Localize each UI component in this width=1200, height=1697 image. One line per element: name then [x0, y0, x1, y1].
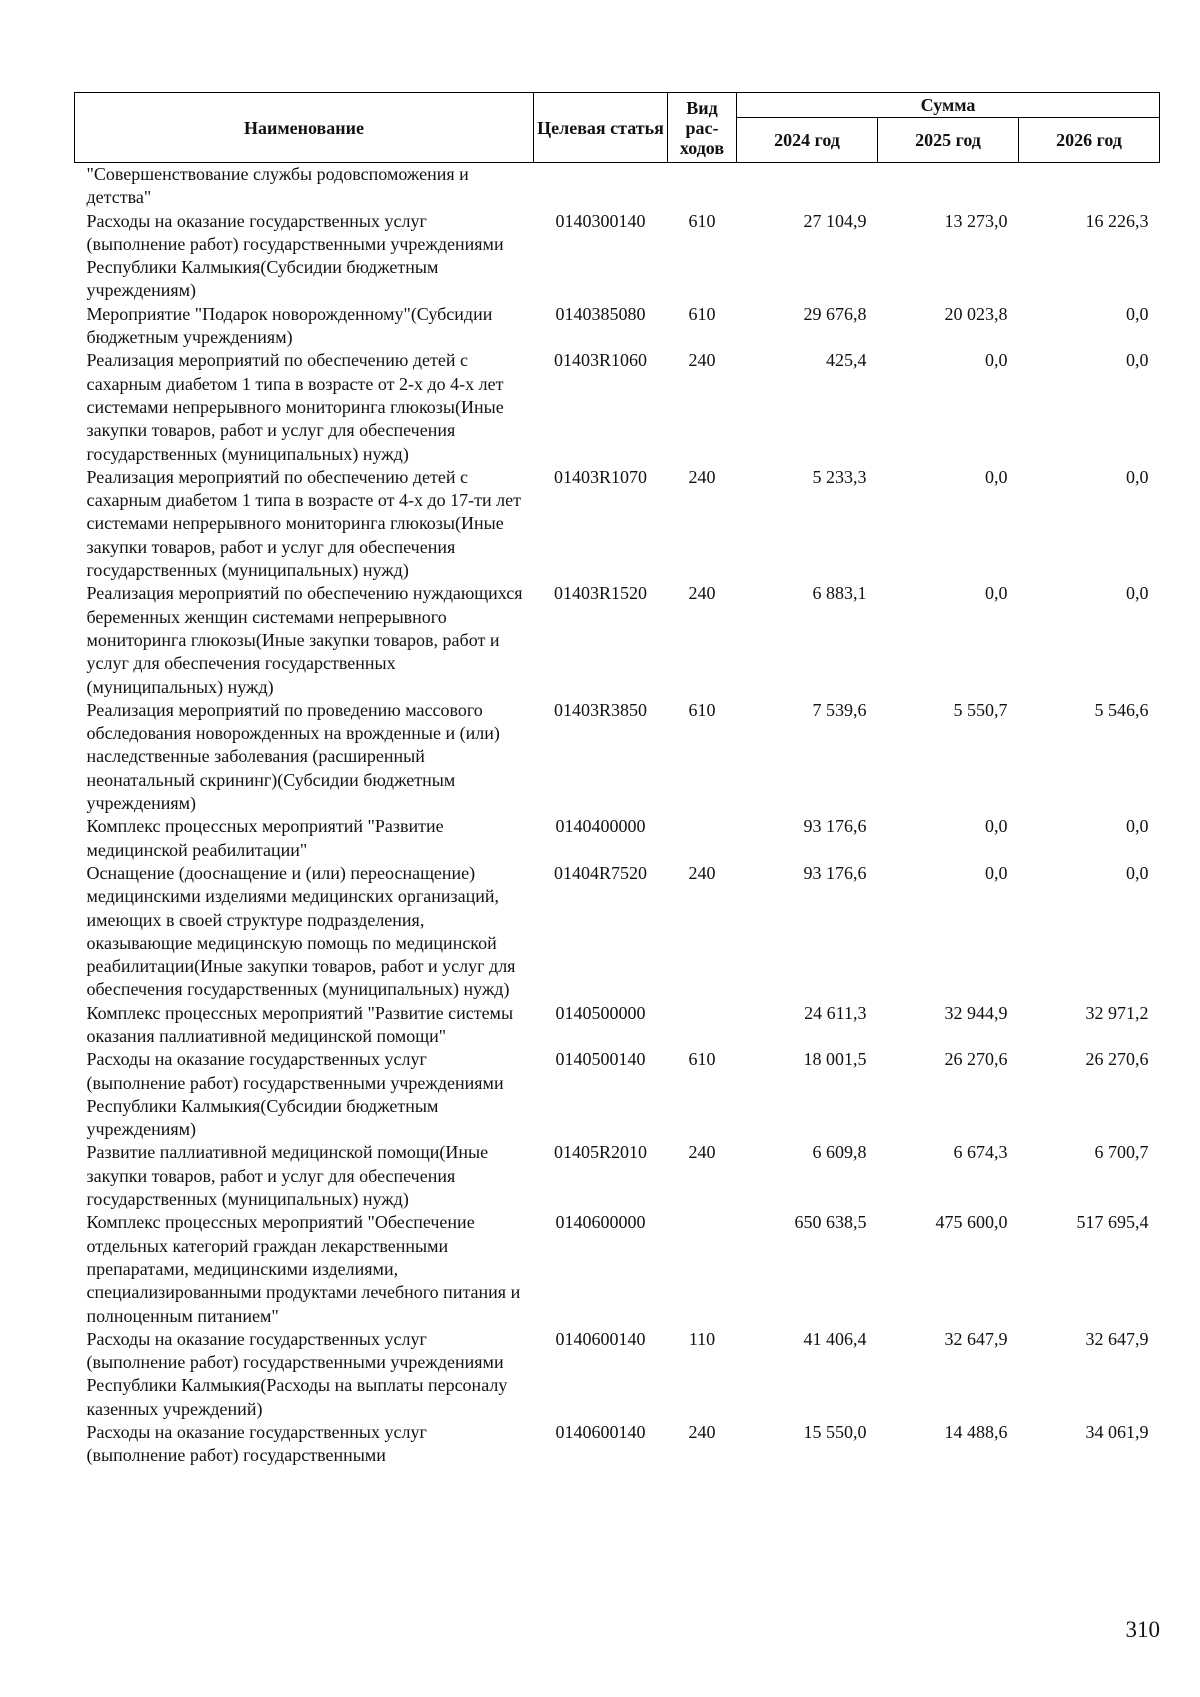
row-2024: 6 883,1 [812, 583, 867, 604]
row-name: Оснащение (дооснащение и (или) переоснащение) медицинскими изделиями медицинских организаций, имеющих в своей структуре подразделения, оказывающие медицинскую помощь по медицинской реабилитации(Иные закупки товаров, работ и услуг для обеспечения государственных (муниципальных) нужд) [86, 862, 516, 1000]
budget-table [74, 92, 1160, 1468]
row-code: 01404R7520 [553, 862, 647, 883]
row-vid: 610 [688, 699, 716, 720]
row-code: 01403R1520 [553, 583, 647, 604]
row-name: Реализация мероприятий по проведению массового обследования новорожденных на врожденные и (или) наследственные заболевания (расширенный неонатальный скрининг)(Субсидии бюджетным учреждениям) [86, 699, 500, 814]
row-name: Расходы на оказание государственных услуг (выполнение работ) государственными [86, 1422, 427, 1466]
row-2025: 32 647,9 [944, 1328, 1008, 1349]
row-vid: 610 [688, 1049, 716, 1070]
row-2025: 14 488,6 [944, 1422, 1008, 1443]
header-year-2026: 2026 год [1019, 118, 1160, 163]
row-2024: 24 611,3 [804, 1002, 867, 1023]
table-row [75, 699, 1160, 815]
table-row [75, 1328, 1160, 1421]
row-code: 0140500140 [555, 1049, 646, 1070]
row-code: 0140400000 [555, 816, 646, 837]
row-2026: 6 700,7 [1094, 1142, 1149, 1163]
row-code: 0140385080 [555, 303, 646, 324]
row-name: Мероприятие "Подарок новорожденному"(Субсидии бюджетным учреждениям) [86, 303, 493, 348]
row-code: 01405R2010 [553, 1142, 647, 1163]
row-code: 0140600140 [555, 1422, 646, 1443]
header-sum: Сумма [737, 93, 1160, 118]
table-row [75, 210, 1160, 303]
header-year-2025: 2025 год [878, 118, 1019, 163]
row-2025: 0,0 [985, 816, 1008, 837]
row-2024: 27 104,9 [803, 210, 867, 231]
row-2026: 0,0 [1126, 466, 1149, 487]
table-row [75, 1421, 1160, 1468]
row-2024: 93 176,6 [803, 862, 867, 883]
table-row [75, 1048, 1160, 1141]
table-row [75, 1002, 1160, 1049]
row-vid: 240 [688, 466, 716, 487]
row-vid: 240 [688, 1422, 716, 1443]
row-code: 0140500000 [555, 1002, 646, 1023]
row-vid: 240 [688, 1142, 716, 1163]
table-row [75, 582, 1160, 698]
row-2025 [878, 163, 1019, 210]
header-name: Наименование [75, 93, 534, 163]
table-row [75, 163, 1160, 210]
row-code: 0140300140 [555, 210, 646, 231]
table-header [75, 93, 1160, 163]
header-vid: Вид рас- ходов [668, 93, 737, 163]
row-code: 0140600000 [555, 1212, 646, 1233]
row-vid: 240 [688, 583, 716, 604]
row-2024: 7 539,6 [812, 699, 867, 720]
row-2026: 16 226,3 [1085, 210, 1149, 231]
row-2024: 29 676,8 [803, 303, 867, 324]
row-2025: 26 270,6 [944, 1049, 1008, 1070]
row-code: 01403R1070 [553, 466, 647, 487]
row-name: Комплекс процессных мероприятий "Обеспечение отдельных категорий граждан лекарственными препаратами, медицинскими изделиями, специализированными продуктами лечебного питания и полноценным питанием" [86, 1212, 521, 1326]
row-name: Комплекс процессных мероприятий "Развитие медицинской реабилитации" [86, 816, 444, 860]
row-2024: 425,4 [826, 350, 867, 371]
row-name: Реализация мероприятий по обеспечению детей с сахарным диабетом 1 типа в возрасте от 2-х до 4-х лет системами непрерывного мониторинга глюкозы(Иные закупки товаров, работ и услуг для обеспечения государственных (муниципальных) нужд) [86, 350, 504, 464]
table-row [75, 1211, 1160, 1327]
row-2024: 650 638,5 [794, 1212, 867, 1233]
row-code: 01403R1060 [553, 350, 647, 371]
row-2026: 0,0 [1126, 350, 1149, 371]
table-row [75, 862, 1160, 1002]
row-2024: 15 550,0 [803, 1422, 867, 1443]
row-2025: 20 023,8 [944, 303, 1008, 324]
table-row [75, 815, 1160, 862]
row-2025: 0,0 [985, 862, 1008, 883]
row-2026: 0,0 [1126, 583, 1149, 604]
row-name: "Совершенствование службы родовспоможения и детства" [86, 164, 469, 208]
table-row [75, 303, 1160, 350]
row-name: Развитие паллиативной медицинской помощи(Иные закупки товаров, работ и услуг для обеспечения государственных (муниципальных) нужд) [86, 1142, 489, 1210]
header-code: Целевая статья [534, 93, 668, 163]
row-2024 [737, 163, 878, 210]
row-vid [668, 815, 737, 862]
row-name: Расходы на оказание государственных услуг (выполнение работ) государственными учреждениями Республики Калмыкия(Расходы на выплаты персоналу казенных учреждений) [86, 1328, 508, 1419]
table-row [75, 349, 1160, 465]
row-2025: 5 550,7 [953, 699, 1008, 720]
row-2025: 6 674,3 [953, 1142, 1008, 1163]
row-name: Расходы на оказание государственных услуг (выполнение работ) государственными учреждениями Республики Калмыкия(Субсидии бюджетным учреждениям) [86, 210, 504, 301]
row-2024: 18 001,5 [803, 1049, 867, 1070]
row-vid: 240 [688, 350, 716, 371]
row-2024: 6 609,8 [812, 1142, 867, 1163]
row-name: Реализация мероприятий по обеспечению детей с сахарным диабетом 1 типа в возрасте от 4-х до 17-ти лет системами непрерывного мониторинга глюкозы(Иные закупки товаров, работ и услуг для обеспечения государственных (муниципальных) нужд) [86, 466, 521, 581]
row-vid: 240 [688, 862, 716, 883]
row-name: Реализация мероприятий по обеспечению нуждающихся беременных женщин системами непрерывного мониторинга глюкозы(Иные закупки товаров, работ и услуг для обеспечения государственных (муниципальных) нужд) [86, 583, 523, 697]
row-2024: 5 233,3 [812, 466, 867, 487]
header-year-2024: 2024 год [737, 118, 878, 163]
row-code [534, 163, 668, 210]
row-2025: 32 944,9 [944, 1002, 1008, 1023]
row-vid [668, 1002, 737, 1049]
row-2026: 32 647,9 [1085, 1328, 1149, 1349]
row-2026: 0,0 [1126, 303, 1149, 324]
row-2026: 0,0 [1126, 862, 1149, 883]
row-vid [668, 1211, 737, 1327]
row-2025: 0,0 [985, 583, 1008, 604]
table-body [75, 163, 1160, 1468]
table-row [75, 1141, 1160, 1211]
row-2025: 0,0 [985, 350, 1008, 371]
row-code: 0140600140 [555, 1328, 646, 1349]
row-2025: 0,0 [985, 466, 1008, 487]
row-2026: 34 061,9 [1085, 1422, 1149, 1443]
table-row [75, 466, 1160, 582]
row-2026: 26 270,6 [1085, 1049, 1149, 1070]
budget-page [74, 92, 1159, 1468]
row-code: 01403R3850 [553, 699, 647, 720]
row-vid [668, 163, 737, 210]
row-vid: 110 [688, 1328, 716, 1349]
page-number: 310 [1125, 1617, 1160, 1642]
row-vid: 610 [688, 210, 716, 231]
row-2026: 5 546,6 [1094, 699, 1149, 720]
row-2025: 475 600,0 [935, 1212, 1008, 1233]
row-2025: 13 273,0 [944, 210, 1008, 231]
row-2026: 0,0 [1126, 816, 1149, 837]
row-2024: 93 176,6 [803, 816, 867, 837]
row-name: Расходы на оказание государственных услуг (выполнение работ) государственными учреждениями Республики Калмыкия(Субсидии бюджетным учреждениям) [86, 1049, 504, 1140]
row-2026: 32 971,2 [1085, 1002, 1149, 1023]
row-vid: 610 [688, 303, 716, 324]
row-2026 [1019, 163, 1160, 210]
row-name: Комплекс процессных мероприятий "Развитие системы оказания паллиативной медицинской помощи" [86, 1002, 514, 1046]
row-2026: 517 695,4 [1076, 1212, 1149, 1233]
row-2024: 41 406,4 [803, 1328, 867, 1349]
